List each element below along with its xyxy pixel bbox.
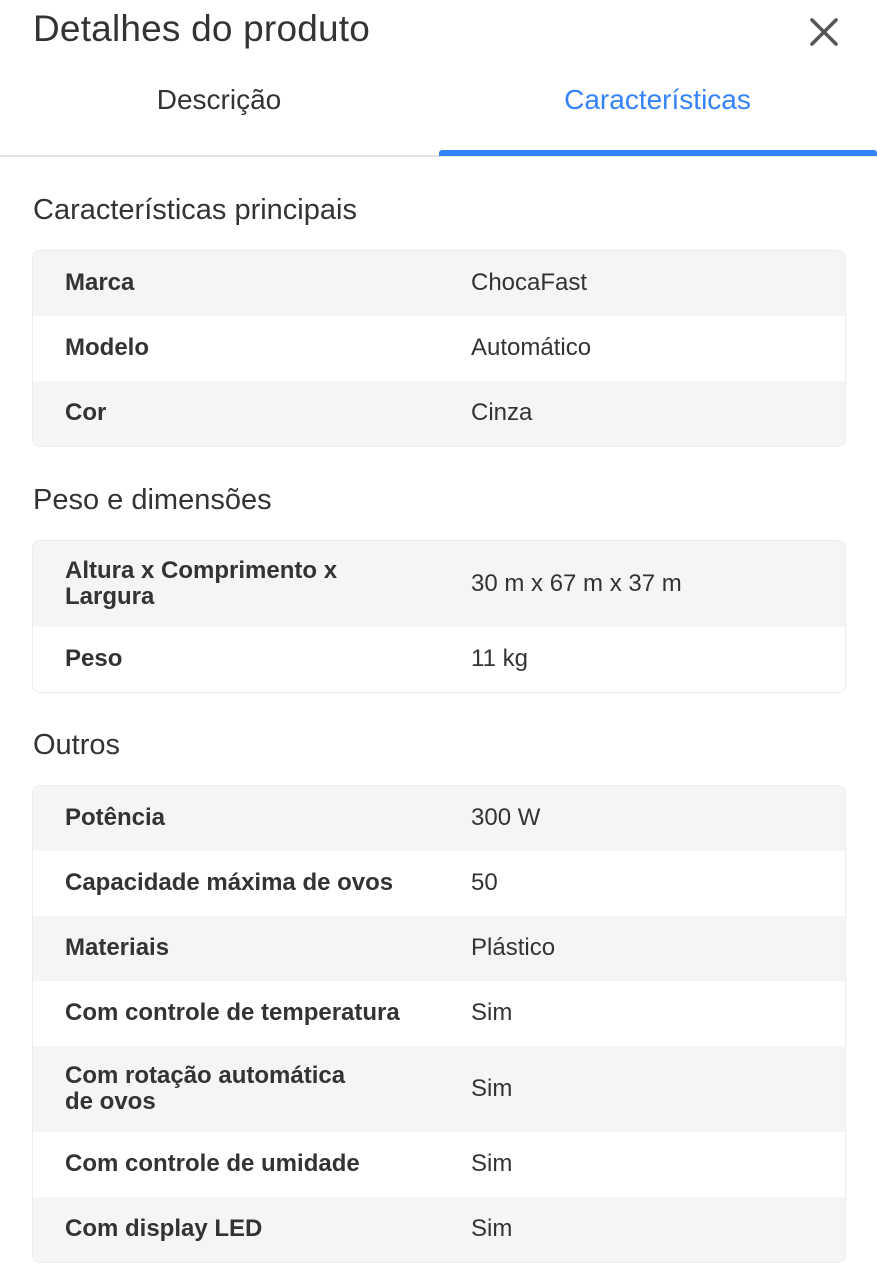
table-row xyxy=(33,786,845,851)
row-label: Com controle de temperatura xyxy=(65,999,400,1026)
row-value: Plástico xyxy=(471,934,556,961)
row-value: Automático xyxy=(471,334,592,361)
row-label: Capacidade máxima de ovos xyxy=(65,869,394,896)
close-button[interactable] xyxy=(806,14,842,50)
row-value: Sim xyxy=(471,1075,513,1102)
tab-caracteristicas[interactable]: Características xyxy=(564,84,751,115)
table-row xyxy=(33,627,845,692)
row-value: 11 kg xyxy=(471,645,528,672)
row-label: Peso xyxy=(65,645,123,672)
table-row xyxy=(33,541,845,627)
row-value: 50 xyxy=(471,869,498,896)
row-label: Modelo xyxy=(65,334,149,361)
header xyxy=(0,0,877,60)
page-title: Detalhes do produto xyxy=(33,8,371,49)
row-value: Sim xyxy=(471,1150,513,1177)
row-label: Materiais xyxy=(65,934,170,961)
row-value: ChocaFast xyxy=(471,269,588,296)
row-label: Com display LED xyxy=(65,1215,263,1242)
row-value: Sim xyxy=(471,999,513,1026)
table-principais xyxy=(32,250,846,447)
table-row xyxy=(33,1197,845,1262)
row-value: 30 m x 67 m x 37 m xyxy=(471,570,682,597)
table-row xyxy=(33,381,845,446)
section-title-peso-dimensoes: Peso e dimensões xyxy=(33,484,272,516)
table-row xyxy=(33,1046,845,1132)
section-title-principais: Características principais xyxy=(33,194,357,226)
row-label: Marca xyxy=(65,269,135,296)
table-peso-dimensoes xyxy=(32,540,846,693)
table-outros xyxy=(32,785,846,1263)
table-row xyxy=(33,1132,845,1197)
row-value: 300 W xyxy=(471,804,541,831)
table-row xyxy=(33,316,845,381)
table-row xyxy=(33,981,845,1046)
active-tab-indicator xyxy=(439,150,877,156)
tab-descricao[interactable]: Descrição xyxy=(156,84,282,115)
table-row xyxy=(33,851,845,916)
row-label: Cor xyxy=(65,399,107,426)
section-title-outros: Outros xyxy=(33,729,121,761)
table-row xyxy=(33,916,845,981)
row-value: Cinza xyxy=(471,399,533,426)
table-row xyxy=(33,251,845,316)
row-label: Potência xyxy=(65,804,166,831)
tab-bar xyxy=(0,70,877,157)
row-label: Com controle de umidade xyxy=(65,1150,360,1177)
close-icon xyxy=(806,14,842,50)
row-label: Altura x Comprimento x Largura xyxy=(65,557,338,610)
row-label: Com rotação automática de ovos xyxy=(65,1062,346,1115)
row-value: Sim xyxy=(471,1215,513,1242)
